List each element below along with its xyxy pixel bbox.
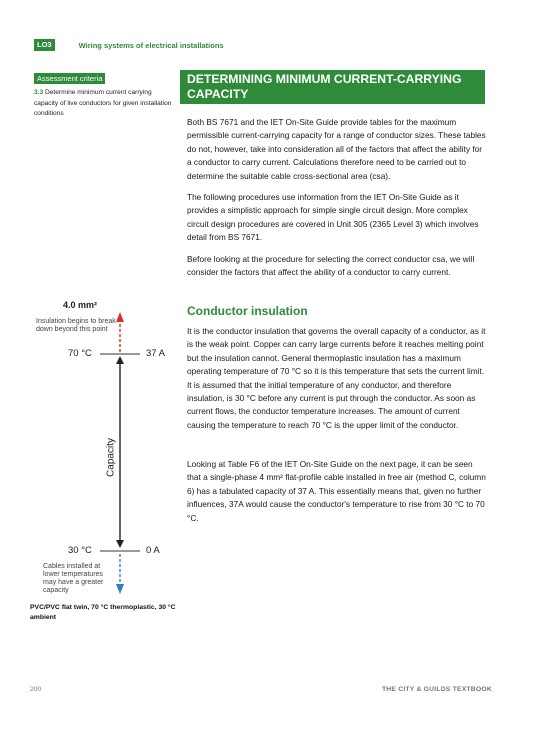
- assessment-criteria-text: [34, 88, 174, 120]
- subsection-heading: Conductor insulation: [187, 304, 308, 318]
- top-temperature: 70 °C: [68, 348, 92, 359]
- top-arrow-head: [116, 312, 124, 322]
- chapter-title: Wiring systems of electrical installations: [78, 40, 224, 50]
- conductor-size: 4.0 mm²: [63, 300, 98, 310]
- capacity-arrow-head-down: [116, 540, 124, 548]
- top-current: 37 A: [146, 348, 166, 359]
- body-paragraph: It is the conductor insulation that governs the overall capacity of a conductor, as it is the weak point. Copper can carry large currents before it reaches melting point but the insulation cannot. General thermoplastic insulation has a maximum operating temperature of 70 °C so it is this temperature that sets the current limit. It is assumed that the initial temperature of any conductor, and therefore insulation, is 30 °C before any current is put through the conductor. As soon as current flows, the conductor temperature increases. The amount of current causing the temperature to reach 70 °C is the upper limit of the conductor.: [187, 326, 486, 430]
- body-paragraph: Looking at Table F6 of the IET On-Site Guide on the next page, it can be seen that a single-phase 4 mm² flat-profile cable installed in free air (method C, column 6) has a tabulated capacity of 37 A. This essentially means that, given no further influences, 37A would cause the conductor's temperature to rise from 30 °C to 70 °C.: [187, 459, 486, 523]
- page-number: 200: [30, 686, 42, 693]
- assessment-criteria-label: Assessment criteria: [34, 73, 105, 84]
- criteria-description: Determine minimum current carrying capacity of live conductors for given installation conditions: [34, 89, 172, 117]
- body-paragraph: The following procedures use information from the IET On-Site Guide as it provides a simplistic approach for simple single circuit design. More complex circuit design procedures are covered in Unit 305 (2365 Level 3) which involves detail from BS 7671.: [187, 192, 479, 243]
- section-title: DETERMINING MINIMUM CURRENT-CARRYING CAPACITY: [180, 70, 485, 104]
- bottom-current: 0 A: [146, 545, 160, 556]
- capacity-arrow-head-up: [116, 356, 124, 364]
- bottom-note: Cables installed at lower temperatures may have a greater capacity: [43, 563, 104, 594]
- body-paragraph: Both BS 7671 and the IET On-Site Guide provide tables for the maximum permissible current-carrying capacity for a range of conductor sizes. These tables do not, however, take into consideration all of the factors that affect the ability for a conductor to carry current. Calculations therefore need to be carried out to determine the suitable cable cross-sectional area (csa).: [187, 117, 486, 181]
- bottom-arrow-head: [116, 584, 124, 594]
- top-note: Insulation begins to break down beyond this point: [36, 318, 116, 333]
- figure-caption: PVC/PVC flat twin, 70 °C thermoplastic, 30 °C ambient: [30, 604, 176, 621]
- page-header: [34, 38, 224, 52]
- body-paragraph: Before looking at the procedure for selecting the correct conductor csa, we will consider the factors that affect the ability of a conductor to carry current.: [187, 254, 475, 278]
- criteria-number: 3.3: [34, 89, 44, 96]
- book-title: THE CITY & GUILDS TEXTBOOK: [381, 686, 492, 693]
- axis-label: Capacity: [105, 438, 117, 477]
- bottom-temperature: 30 °C: [68, 545, 92, 556]
- learning-outcome-badge: LO3: [34, 39, 55, 51]
